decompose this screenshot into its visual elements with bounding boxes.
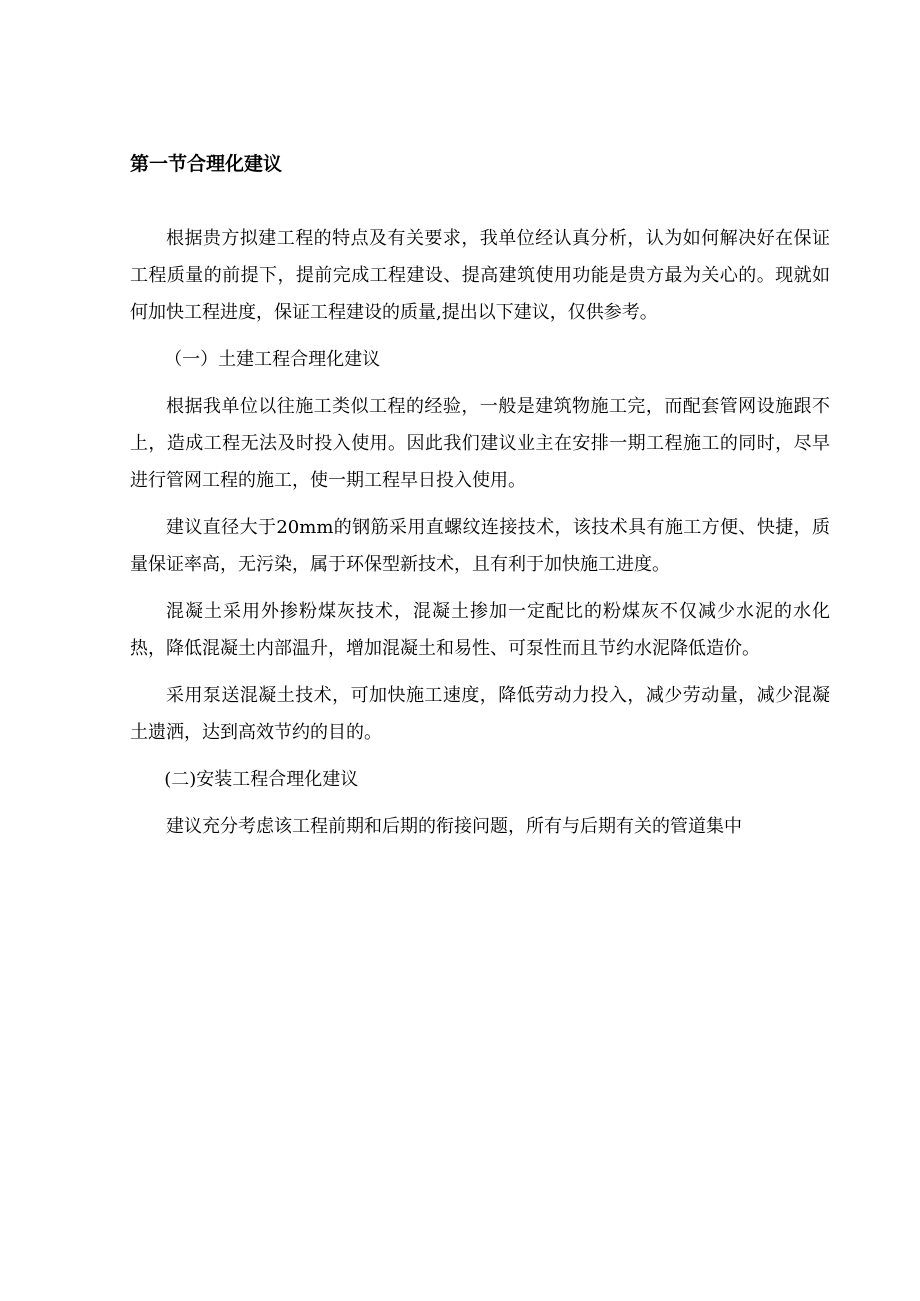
civil-works-heading: （一）土建工程合理化建议 [164,349,381,370]
civil-paragraph-pumped-concrete: 采用泵送混凝土技术，可加快施工速度，降低劳动力投入，减少劳动量，减少混凝土遗洒，达到高效节约的目的。 [130,685,830,743]
civil-paragraph-pipe-network: 根据我单位以往施工类似工程的经验，一般是建筑物施工完，而配套管网设施跟不上，造成工程无法及时投入使用。因此我们建议业主在安排一期工程施工的同时，尽早进行管网工程的施工，使一期工程早日投入使用。 [130,396,830,491]
section-title: 第一节合理化建议 [130,153,283,175]
installation-works-heading: (二)安装工程合理化建议 [164,769,359,790]
document-body [130,150,830,845]
installation-paragraph: 建议充分考虑该工程前期和后期的衔接问题，所有与后期有关的管道集中 [166,816,742,837]
civil-paragraph-fly-ash: 混凝土采用外掺粉煤灰技术，混凝土掺加一定配比的粉煤灰不仅减少水泥的水化热，降低混凝土内部温升，增加混凝土和易性、可泵性而且节约水泥降低造价。 [130,601,830,659]
civil-paragraph-rebar: 建议直径大于20mm的钢筋采用直螺纹连接技术，该技术具有施工方便、快捷，质量保证率高，无污染，属于环保型新技术，且有利于加快施工进度。 [130,517,830,575]
intro-paragraph: 根据贵方拟建工程的特点及有关要求，我单位经认真分析，认为如何解决好在保证工程质量的前提下，提前完成工程建设、提高建筑使用功能是贵方最为关心的。现就如何加快工程进度，保证工程建设的质量,提出以下建议，仅供参考。 [130,228,830,323]
